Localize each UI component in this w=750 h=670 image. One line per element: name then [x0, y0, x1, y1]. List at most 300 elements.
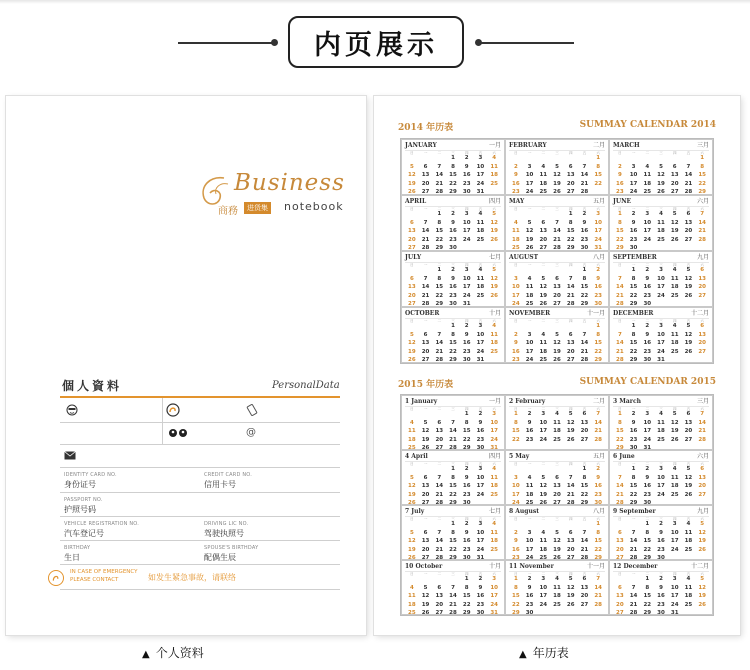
lunar-cell [578, 443, 592, 446]
day-cell: 11 [476, 275, 485, 282]
calendar-month [505, 395, 609, 450]
day-cell: 26 [525, 245, 534, 251]
lunar-cell [550, 443, 564, 446]
day-cell: 4 [478, 267, 483, 273]
calendar-month [609, 560, 713, 615]
day-cell: 17 [490, 593, 498, 599]
day-cell: 17 [657, 483, 665, 489]
weekday-label: 三 [659, 572, 663, 576]
day-cell: 24 [539, 601, 548, 608]
form-row [60, 517, 340, 541]
day-cell: 5 [527, 219, 532, 226]
day-cell: 6 [423, 331, 428, 338]
calendar-month [401, 560, 505, 615]
day-cell: 13 [566, 340, 575, 346]
day-cell: 30 [476, 610, 485, 615]
day-cell: 22 [580, 491, 589, 498]
weekday-label: 三 [659, 319, 663, 323]
month-name-en: 5 May [509, 453, 530, 460]
month-name-en: 10 October [405, 563, 443, 570]
day-cell: 18 [670, 284, 679, 290]
day-cell: 7 [617, 474, 622, 481]
at-icon: @ [246, 427, 256, 438]
day-cell: 23 [462, 180, 471, 187]
day-cell: 2 [464, 323, 469, 329]
weekday-label: 日 [618, 462, 622, 466]
personal-data-form [60, 398, 340, 565]
weekday-label: 二 [541, 263, 546, 267]
day-cell: 16 [629, 228, 638, 234]
day-cell: 23 [594, 292, 602, 299]
month-name-en: APRIL [405, 198, 427, 205]
weekday-label: 二 [541, 462, 546, 466]
day-cell: 5 [700, 521, 705, 527]
weekday-label: 一 [527, 462, 532, 466]
day-cell: 7 [582, 163, 587, 170]
weekday-label: 一 [423, 207, 428, 211]
day-cell: 14 [435, 172, 444, 178]
day-cell: 17 [490, 428, 498, 434]
day-cell: 1 [451, 466, 455, 472]
day-cell: 13 [698, 275, 706, 282]
day-cell: 27 [539, 245, 548, 251]
day-cell: 12 [408, 538, 416, 544]
day-cell: 8 [513, 584, 518, 591]
day-cell: 4 [541, 529, 546, 536]
field-label-en: DRIVING LIC NO. [204, 521, 249, 527]
day-cell: 9 [596, 275, 601, 282]
day-cell: 28 [698, 436, 706, 443]
day-cell: 10 [462, 275, 471, 282]
day-cell: 30 [629, 245, 638, 251]
day-cell: 13 [566, 172, 575, 178]
day-cell: 6 [568, 529, 573, 536]
day-cell: 24 [476, 348, 485, 355]
weekday-label: 四 [464, 572, 469, 576]
day-cell: 23 [449, 292, 457, 299]
day-grid [509, 522, 605, 560]
day-cell: 28 [566, 500, 575, 505]
day-cell: 12 [421, 428, 430, 434]
day-cell: 23 [476, 601, 485, 608]
month-name-cn: 三月 [696, 398, 709, 405]
day-cell: 2 [659, 576, 663, 582]
day-cell: 29 [435, 245, 444, 251]
day-cell: 14 [435, 340, 444, 346]
day-cell: 8 [464, 419, 469, 426]
day-cell: 26 [670, 236, 679, 243]
day-cell: 30 [657, 610, 665, 615]
day-cell: 22 [629, 292, 638, 299]
day-cell: 22 [594, 348, 602, 355]
month-header [405, 198, 501, 207]
day-cell: 6 [686, 211, 691, 217]
triangle-up-icon: ▲ [519, 649, 527, 660]
day-cell: 10 [657, 275, 665, 282]
day-cell: 30 [629, 445, 638, 450]
day-cell: 28 [616, 357, 624, 363]
day-cell: 8 [451, 163, 455, 170]
month-name-cn: 八月 [592, 254, 605, 261]
month-header [613, 198, 709, 207]
day-cell: 4 [686, 521, 691, 527]
day-cell: 27 [421, 189, 430, 195]
day-cell: 13 [539, 228, 548, 234]
weekday-label: 四 [464, 263, 469, 267]
day-cell: 16 [643, 340, 652, 346]
month-name-en: 12 December [613, 563, 658, 570]
day-cell: 9 [464, 331, 469, 338]
day-cell: 1 [451, 521, 455, 527]
day-cell: 7 [568, 275, 573, 282]
day-cell: 9 [451, 275, 455, 282]
day-cell: 1 [617, 411, 622, 417]
day-cell: 8 [596, 331, 601, 338]
day-cell: 19 [566, 593, 575, 599]
weekday-label: 二 [645, 263, 650, 267]
day-cell: 16 [462, 538, 471, 544]
triangle-up-icon: ▲ [142, 649, 150, 660]
day-cell: 28 [435, 189, 444, 195]
day-cell: 15 [616, 428, 624, 434]
day-cell: 6 [700, 323, 705, 329]
weekday-label: 三 [659, 207, 663, 211]
day-cell: 16 [462, 172, 471, 178]
day-cell: 7 [582, 529, 587, 536]
weekday-label: 四 [568, 207, 573, 211]
day-cell: 25 [670, 348, 679, 355]
month-header [509, 142, 605, 151]
month-name-cn: 九月 [696, 508, 709, 515]
day-cell: 15 [435, 228, 444, 234]
calendar-2015-grid [400, 394, 714, 616]
day-cell: 21 [449, 436, 457, 443]
day-cell: 8 [645, 529, 650, 536]
day-cell: 31 [490, 610, 498, 615]
weekday-label: 六 [596, 263, 600, 267]
weekday-label: 二 [645, 207, 650, 211]
day-cell: 10 [476, 331, 485, 338]
weekday-label: 四 [672, 151, 677, 155]
weekday-label: 六 [596, 407, 600, 411]
weekday-label: 日 [514, 151, 518, 155]
form-row [60, 493, 340, 517]
day-cell: 1 [700, 155, 705, 161]
field-label-cn: 汽车登记号 [64, 529, 104, 538]
day-cell: 27 [408, 245, 416, 251]
day-cell: 11 [643, 172, 652, 178]
day-cell: 10 [525, 172, 534, 178]
field-label-cn: 信用卡号 [204, 480, 236, 489]
month-name-cn: 五月 [592, 198, 605, 205]
weekday-label: 六 [700, 207, 704, 211]
day-cell: 30 [449, 301, 457, 307]
day-cell: 29 [462, 610, 471, 615]
day-cell: 31 [670, 610, 679, 615]
day-cell: 29 [629, 357, 638, 363]
calendar-page [374, 96, 740, 635]
day-cell: 20 [421, 180, 430, 187]
day-cell: 18 [539, 546, 548, 553]
day-cell: 22 [449, 180, 457, 187]
day-cell: 3 [478, 466, 483, 472]
day-cell: 12 [670, 419, 679, 426]
day-cell: 5 [568, 411, 573, 417]
day-cell: 20 [421, 348, 430, 355]
weekday-label: 五 [686, 462, 691, 466]
weekday-label: 日 [410, 319, 414, 323]
day-cell: 23 [462, 546, 471, 553]
day-cell: 15 [435, 284, 444, 290]
day-cell: 7 [617, 331, 622, 338]
day-cell: 21 [435, 348, 444, 355]
weekday-label: 日 [410, 407, 414, 411]
weekday-label: 六 [492, 572, 496, 576]
day-cell: 18 [490, 483, 498, 489]
day-cell: 13 [566, 538, 575, 544]
weekday-label: 四 [464, 517, 469, 521]
day-cell: 30 [643, 301, 652, 307]
day-cell: 28 [580, 189, 589, 195]
weekday-label: 三 [555, 207, 559, 211]
weekday-label: 日 [514, 319, 518, 323]
day-cell [682, 611, 696, 615]
day-cell: 9 [464, 474, 469, 481]
day-cell: 7 [437, 331, 442, 338]
day-cell: 29 [643, 610, 652, 615]
day-cell: 24 [476, 180, 485, 187]
day-cell: 10 [539, 584, 548, 591]
day-cell: 23 [594, 491, 602, 498]
day-cell: 25 [670, 491, 679, 498]
day-grid [405, 467, 501, 505]
day-cell: 8 [617, 419, 622, 426]
day-cell: 1 [596, 155, 601, 161]
day-cell: 10 [594, 219, 602, 226]
weekday-label: 二 [645, 517, 650, 521]
day-cell: 1 [631, 267, 636, 273]
weekday-label: 四 [568, 407, 573, 411]
day-cell: 19 [408, 348, 416, 355]
day-cell: 2 [513, 529, 518, 536]
month-name-en: MAY [509, 198, 525, 205]
day-cell: 7 [437, 474, 442, 481]
weekday-label: 日 [514, 572, 518, 576]
day-cell: 21 [684, 180, 693, 187]
day-cell: 18 [539, 348, 548, 355]
month-header [613, 398, 709, 407]
day-grid [509, 324, 605, 363]
lunar-cell [564, 443, 578, 446]
day-cell: 22 [629, 491, 638, 498]
day-cell: 28 [553, 245, 561, 251]
weekday-label: 五 [686, 572, 691, 576]
day-cell: 19 [553, 180, 561, 187]
day-cell: 20 [566, 348, 575, 355]
day-cell: 13 [684, 419, 693, 426]
day-cell: 18 [408, 436, 416, 443]
month-header [509, 508, 605, 517]
month-header [405, 508, 501, 517]
day-cell: 10 [476, 529, 485, 536]
day-cell: 29 [435, 301, 444, 307]
weekday-label: 三 [555, 517, 559, 521]
day-cell: 10 [476, 474, 485, 481]
day-cell: 17 [462, 228, 471, 234]
day-cell: 30 [657, 555, 665, 560]
day-cell: 19 [421, 436, 430, 443]
day-cell: 28 [435, 500, 444, 505]
weekday-label: 日 [618, 263, 622, 267]
weekday-label: 日 [410, 517, 414, 521]
day-cell: 10 [670, 584, 679, 591]
day-grid [405, 577, 501, 615]
day-cell: 14 [421, 284, 430, 290]
day-cell: 9 [478, 419, 483, 426]
weekday-label: 一 [631, 207, 636, 211]
weekday-label: 三 [659, 517, 663, 521]
day-cell: 23 [629, 236, 638, 243]
eyes-icon [168, 428, 188, 438]
day-cell: 14 [629, 593, 638, 599]
day-cell: 9 [582, 219, 587, 226]
weekday-label: 六 [596, 462, 600, 466]
day-cell: 12 [670, 219, 679, 226]
day-grid [405, 268, 501, 307]
day-cell: 9 [513, 172, 518, 178]
day-cell: 20 [408, 292, 416, 299]
day-cell: 5 [492, 267, 497, 273]
month-header [613, 254, 709, 263]
weekday-label: 四 [568, 462, 573, 466]
day-grid [509, 577, 605, 615]
day-cell: 13 [435, 593, 444, 599]
day-cell: 8 [631, 474, 636, 481]
day-cell: 18 [476, 284, 485, 290]
weekday-label: 二 [645, 319, 650, 323]
day-cell: 7 [568, 474, 573, 481]
calendar-month [505, 139, 609, 195]
day-cell: 5 [686, 466, 691, 472]
weekday-label: 五 [686, 207, 691, 211]
day-cell: 5 [672, 211, 677, 217]
day-cell: 22 [462, 436, 471, 443]
weekday-label: 一 [527, 207, 532, 211]
day-cell: 1 [582, 267, 587, 273]
weekday-label: 一 [631, 151, 636, 155]
day-cell: 23 [512, 189, 520, 195]
day-cell: 4 [555, 576, 559, 582]
day-cell: 12 [698, 529, 706, 536]
day-cell: 20 [580, 593, 589, 599]
day-cell: 30 [643, 357, 652, 363]
day-cell: 7 [700, 211, 705, 217]
calendar-month [505, 195, 609, 251]
day-cell: 8 [451, 474, 455, 481]
day-cell: 25 [657, 236, 665, 243]
day-cell: 22 [462, 601, 471, 608]
form-bottom-line [60, 589, 340, 590]
day-cell: 9 [631, 219, 636, 226]
day-cell: 15 [594, 340, 602, 346]
day-cell: 26 [698, 546, 706, 553]
day-cell: 21 [698, 228, 706, 234]
day-cell: 18 [657, 428, 665, 434]
weekday-label: 五 [686, 517, 691, 521]
day-cell: 14 [616, 340, 624, 346]
day-cell: 9 [513, 538, 518, 544]
day-cell: 26 [408, 555, 416, 560]
day-cell: 12 [539, 284, 548, 290]
day-cell: 30 [594, 301, 602, 307]
caption-left [142, 644, 204, 661]
brand-cn: 商務 [218, 206, 238, 217]
month-header [509, 453, 605, 462]
day-cell: 4 [672, 267, 677, 273]
lunar-cell [509, 443, 523, 446]
day-cell: 27 [670, 189, 679, 195]
day-cell: 14 [553, 228, 561, 234]
weekday-label: 六 [492, 462, 496, 466]
day-cell: 29 [698, 189, 706, 195]
day-cell: 28 [421, 301, 430, 307]
day-cell: 17 [462, 284, 471, 290]
day-cell: 22 [435, 292, 444, 299]
day-cell: 16 [657, 538, 665, 544]
day-cell: 28 [449, 445, 457, 450]
day-cell: 30 [525, 610, 534, 615]
day-cell: 6 [409, 275, 414, 282]
weekday-label: 一 [631, 319, 636, 323]
day-cell: 9 [645, 331, 650, 338]
form-row [60, 423, 340, 445]
day-cell: 24 [525, 189, 534, 195]
day-cell: 21 [449, 601, 457, 608]
day-cell: 15 [594, 538, 602, 544]
day-cell: 22 [616, 436, 624, 443]
calendar-month [505, 505, 609, 560]
calendar-month [609, 395, 713, 450]
form-row [60, 541, 340, 565]
day-cell: 18 [525, 491, 534, 498]
day-cell: 10 [629, 172, 638, 178]
day-cell: 26 [670, 436, 679, 443]
weekday-label: 一 [527, 263, 532, 267]
weekday-label: 四 [464, 407, 469, 411]
day-cell: 5 [409, 529, 414, 536]
weekday-label: 三 [555, 319, 559, 323]
weekday-label: 二 [541, 407, 546, 411]
day-grid [509, 467, 605, 505]
day-cell: 15 [698, 172, 706, 178]
day-cell: 12 [408, 172, 416, 178]
day-cell: 4 [478, 211, 483, 217]
day-cell: 3 [541, 411, 546, 417]
day-cell: 3 [596, 211, 601, 217]
day-cell: 23 [657, 546, 665, 553]
day-cell: 31 [476, 357, 485, 363]
day-cell: 26 [408, 357, 416, 363]
day-cell: 26 [698, 601, 706, 608]
day-cell: 1 [582, 466, 587, 472]
day-cell: 16 [449, 228, 457, 234]
day-cell: 29 [462, 445, 471, 450]
day-cell: 19 [490, 228, 498, 234]
day-cell: 24 [476, 546, 485, 553]
day-cell: 27 [435, 445, 444, 450]
day-cell: 12 [657, 172, 665, 178]
calendar-month [401, 505, 505, 560]
